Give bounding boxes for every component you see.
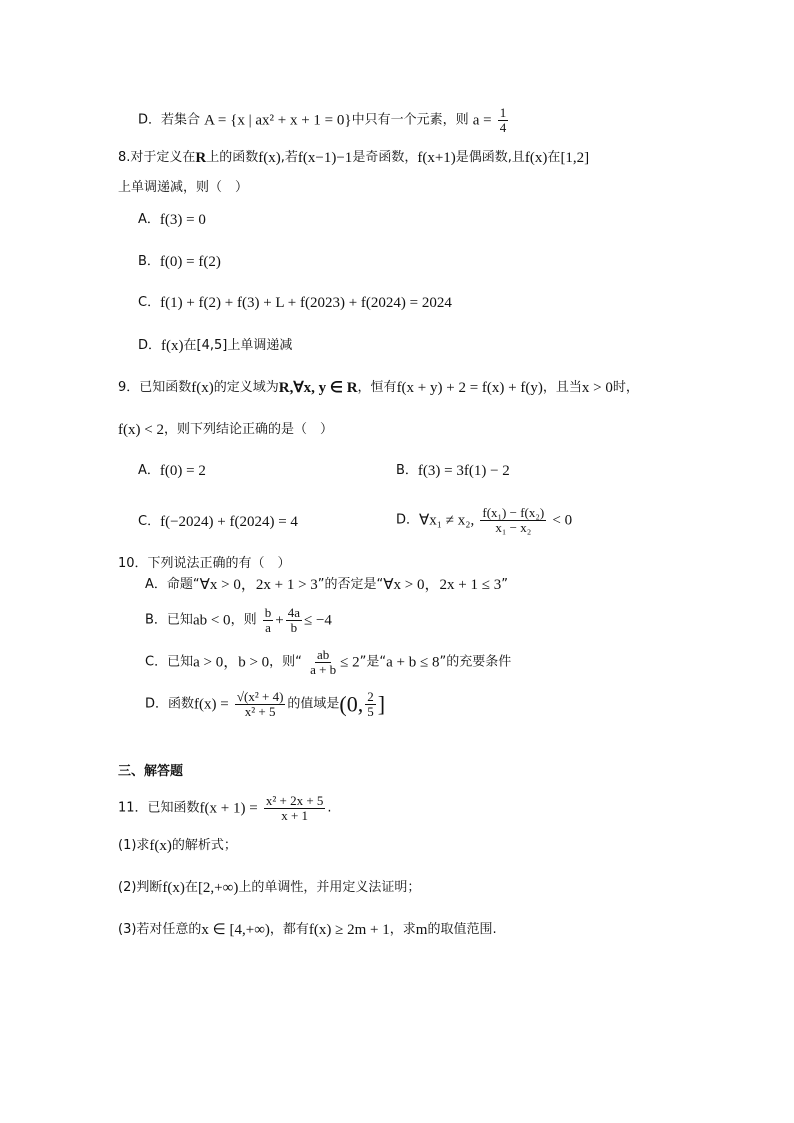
q11-part-3: (3)若对任意的x ∈ [4,+∞)，都有f(x) ≥ 2m + 1，求m的取值范围.	[118, 922, 497, 938]
q8-option-c: C．f(1) + f(2) + f(3) + L + f(2023) + f(2024) = 2024	[138, 295, 452, 311]
fraction: $\frac{ab}{a + b}$	[310, 647, 337, 677]
q9-stem-line-1: 9．已知函数f(x)的定义域为R,∀x, y ∈ R，恒有f(x + y) + 2 = f(x) + f(y)，且当x > 0时，	[118, 380, 639, 396]
q8-stem-line-2: 上单调递减，则（ ）	[118, 180, 249, 195]
math-expression: f(x)	[524, 150, 548, 166]
q10-option-a: A．命题“∀x > 0，2x + 1 > 3”的否定是“∀x > 0，2x + 1 ≤ 3”	[145, 577, 508, 593]
math-expression: a > 0，b > 0	[193, 654, 270, 671]
math-expression: ≤ 2	[340, 654, 360, 671]
math-expression: [2,+∞)	[197, 880, 239, 896]
math-expression: f(x+1)	[417, 150, 456, 166]
q8-option-a: A．f(3) = 0	[138, 212, 206, 228]
math-expression: f(x) ≥ 2m + 1	[308, 922, 390, 938]
math-expression: ∀x > 0，2x + 1 ≤ 3	[383, 577, 502, 593]
q11-stem: 11．已知函数f(x + 1) = $\frac{\text{x² + 2x + 5}}{x + 1}$ .	[118, 793, 332, 823]
math-expression: ab < 0	[192, 612, 231, 629]
math-expression: f(x) < 2	[118, 422, 164, 438]
q8-option-d: D．f(x)在[4,5]上单调递减	[138, 338, 293, 354]
option-text: 中只有一个元素，则	[351, 112, 469, 128]
math-expression: f(0) = f(2)	[159, 254, 221, 270]
q10-option-c: C．已知a > 0，b > 0，则“ $\frac{ab}{a + b}$ ≤ 2”是“a + b ≤ 8”的充要条件	[145, 647, 512, 677]
section-title: 三、解答题	[118, 764, 184, 779]
q10-option-b: B．已知ab < 0，则 $\frac{b}{a}$ + $\frac{4a}{b}$ ≤ −4	[145, 605, 332, 635]
fraction: $\frac{\text{√(x² + 4)}}{\text{x² + 5}}$	[236, 689, 284, 719]
q10-option-d: D．函数f(x) = $\frac{\text{√(x² + 4)}}{\text{x² + 5}}$ 的值域是(0, $\frac{2}{5}$ ]	[145, 689, 386, 719]
math-expression: f(x + 1) =	[199, 800, 258, 817]
q7-option-d	[138, 106, 510, 135]
math-expression: f(x)	[161, 338, 184, 354]
math-expression: f(x)	[162, 880, 185, 896]
math-expression: a + b ≤ 8	[386, 654, 440, 671]
q10-stem: 10．下列说法正确的有（ ）	[118, 556, 291, 571]
set-expression: A = {x | ax² + x + 1 = 0}	[204, 112, 352, 129]
math-expression: ]	[377, 691, 386, 717]
fraction: $\frac{4a}{b}$	[287, 605, 300, 635]
option-text: 若集合	[161, 112, 201, 128]
real-set-symbol: R	[195, 150, 207, 166]
math-expression: f(x−1)−1	[297, 150, 353, 166]
math-expression: [1,2]	[560, 150, 590, 166]
math-expression: f(3) = 0	[159, 212, 206, 228]
math-expression: f(1) + f(2) + f(3) + L + f(2023) + f(2024) = 2024	[160, 295, 452, 311]
math-expression: f(x + y) + 2 = f(x) + f(y)	[396, 380, 543, 396]
fraction: $\frac{\text{f(x₁) − f(x₂)}}{\text{x₁ − x₂}}$	[482, 505, 545, 535]
math-expression: f(x)	[149, 838, 172, 854]
math-expression: f(x) =	[194, 696, 229, 713]
math-expression: f(−2024) + f(2024) = 4	[160, 514, 298, 530]
q8-option-b: B．f(0) = f(2)	[138, 254, 221, 270]
q11-part-2: (2)判断f(x)在[2,+∞)上的单调性，并用定义法证明；	[118, 880, 421, 896]
q9-option-d: D．∀x₁ ≠ x₂, $\frac{\text{f(x₁) − f(x₂)}}{\text{x₁ − x₂}}$ < 0	[396, 505, 573, 535]
math-expression: < 0	[552, 512, 573, 529]
math-expression: (0,	[339, 691, 364, 717]
math-expression: x > 0	[581, 380, 613, 396]
q9-option-c: C．f(−2024) + f(2024) = 4	[138, 514, 298, 530]
q9-option-b: B．f(3) = 3f(1) − 2	[396, 463, 510, 479]
math-expression: ≤ −4	[303, 612, 332, 629]
math-expression: f(x)	[258, 150, 281, 166]
q8-stem-line-1: 8.对于定义在R上的函数f(x),若f(x−1)−1是奇函数，f(x+1)是偶函数,且f(x)在[1,2]	[118, 150, 590, 166]
math-expression: ∀x > 0，2x + 1 > 3	[199, 577, 318, 593]
math-expression: x ∈ [4,+∞)	[201, 922, 270, 938]
math-expression: f(x)	[191, 380, 214, 396]
fraction: $\frac{b}{a}$	[264, 605, 272, 635]
fraction: $\frac{1}{4}$	[499, 105, 507, 135]
math-expression: a =	[472, 112, 492, 129]
math-expression: f(0) = 2	[159, 463, 206, 479]
math-expression: R,∀x, y ∈ R	[278, 380, 358, 396]
fraction: $\frac{\text{x² + 2x + 5}}{x + 1}$	[265, 793, 324, 823]
q9-option-a: A．f(0) = 2	[138, 463, 206, 479]
math-expression: m	[415, 922, 428, 938]
math-expression: f(3) = 3f(1) − 2	[417, 463, 510, 479]
q11-part-1: (1)求f(x)的解析式；	[118, 838, 237, 854]
q9-stem-line-2: f(x) < 2，则下列结论正确的是（ ）	[118, 422, 333, 438]
option-label: D．	[138, 112, 162, 128]
math-expression: ∀x₁ ≠ x₂,	[419, 512, 475, 529]
fraction: $\frac{2}{5}$	[367, 689, 374, 719]
